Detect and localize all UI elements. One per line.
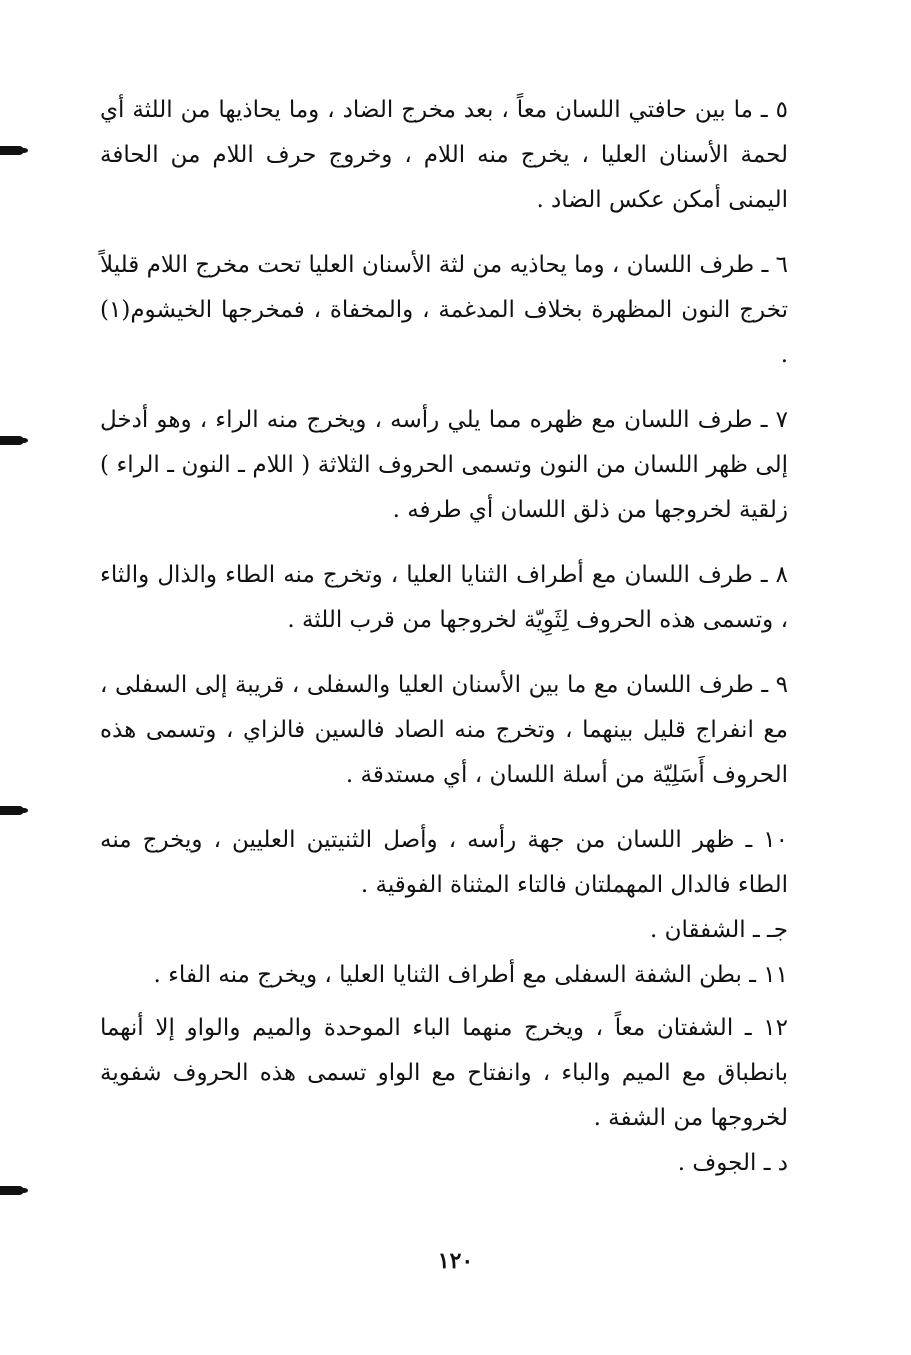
page-body [100, 88, 788, 1186]
section-heading-c: جـ ـ الشفقان . [649, 917, 788, 943]
paragraph-8: ٨ ـ طرف اللسان مع أطراف الثنايا العليا ، وتخرج منه الطاء والذال والثاء ، وتسمى هذه الحروف لِثَوِيّة لخروجها من قرب اللثة . [100, 562, 788, 633]
paragraph-5: ٥ ـ ما بين حافتي اللسان معاً ، بعد مخرج الضاد ، وما يحاذيها من اللثة أي لحمة الأسنان العليا ، يخرج منه اللام ، وخروج حرف اللام من الحافة اليمنى أمكن عكس الضاد . [100, 97, 788, 213]
paragraph-6: ٦ ـ طرف اللسان ، وما يحاذيه من لثة الأسنان العليا تحت مخرج اللام قليلاً تخرج النون المظهرة بخلاف المدغمة ، والمخفاة ، فمخرجها الخيشوم(١) . [100, 252, 788, 368]
margin-mark [0, 1186, 24, 1195]
margin-mark [0, 806, 24, 815]
paragraph-9: ٩ ـ طرف اللسان مع ما بين الأسنان العليا والسفلى ، قريبة إلى السفلى ، مع انفراج قليل بينهما ، وتخرج منه الصاد فالسين فالزاي ، وتسمى هذه الحروف أَسَلِيّة من أسلة اللسان ، أي مستدقة . [100, 672, 788, 788]
paragraph-12: ١٢ ـ الشفتان معاً ، ويخرج منهما الباء الموحدة والميم والواو إلا أنهما بانطباق مع الميم والباء ، وانفتاح مع الواو تسمى هذه الحروف شفوية لخروجها من الشفة . [100, 1015, 789, 1131]
margin-mark [0, 146, 24, 155]
page-number: ١٢٠ [437, 1248, 474, 1274]
section-heading-d: د ـ الجوف . [677, 1150, 788, 1176]
paragraph-10: ١٠ ـ ظهر اللسان من جهة رأسه ، وأصل الثنيتين العليين ، ويخرج منه الطاء فالدال المهملتان فالتاء المثناة الفوقية . [100, 827, 788, 898]
paragraph-7: ٧ ـ طرف اللسان مع ظهره مما يلي رأسه ، ويخرج منه الراء ، وهو أدخل إلى ظهر اللسان من النون وتسمى الحروف الثلاثة ( اللام ـ النون ـ الراء ) زلقية لخروجها من ذلق اللسان أي طرفه . [100, 407, 788, 523]
paragraph-11: ١١ ـ بطن الشفة السفلى مع أطراف الثنايا العليا ، ويخرج منه الفاء . [153, 962, 788, 988]
margin-mark [0, 436, 24, 445]
